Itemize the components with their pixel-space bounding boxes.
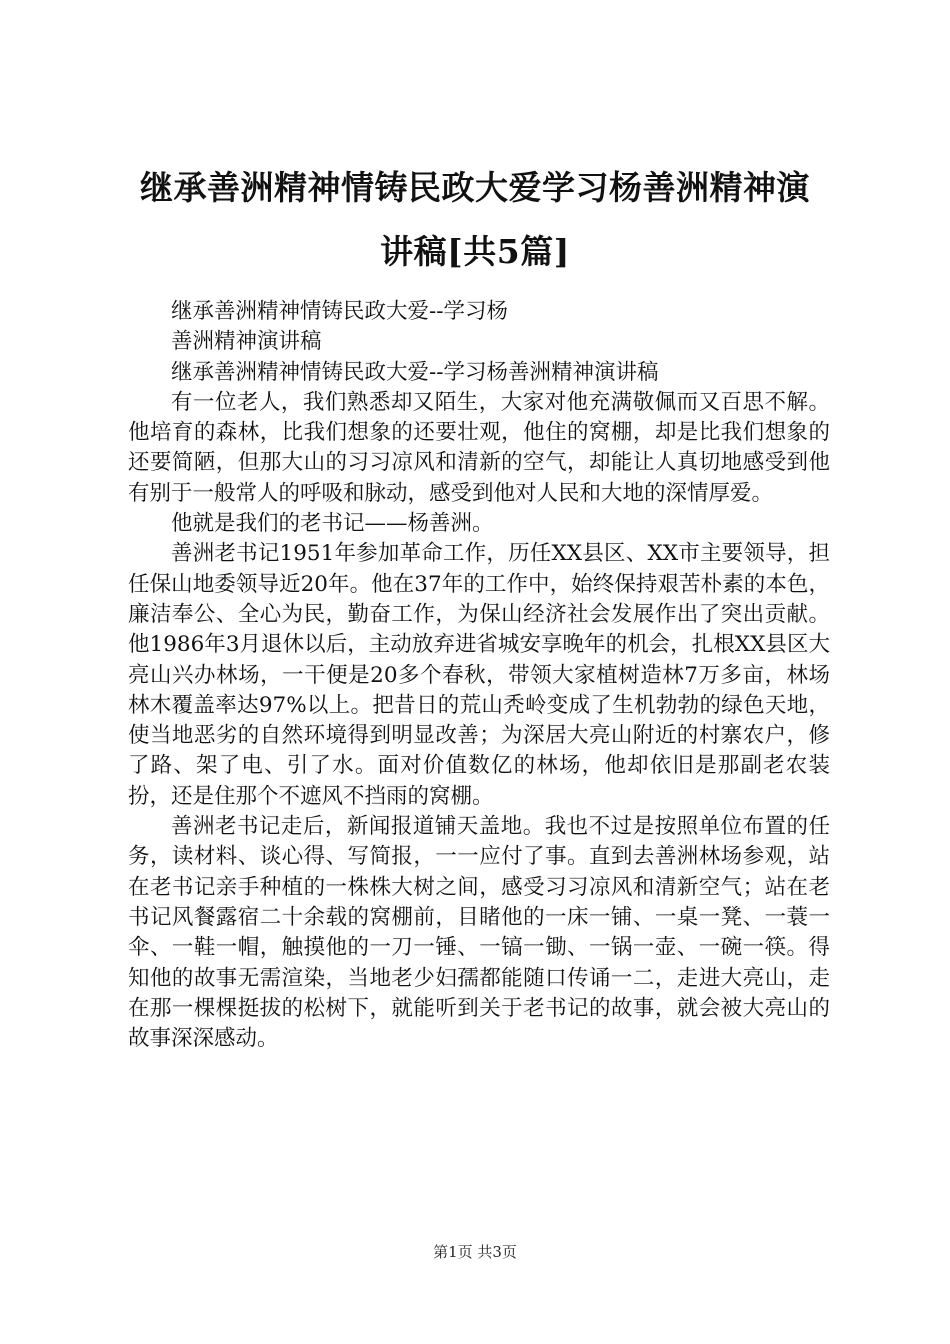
title-line-2: 讲稿[共5篇] (380, 232, 570, 271)
subtitle-line-1: 继承善洲精神情铸民政大爱--学习杨 (171, 299, 509, 324)
page-number-footer: 第1页 共3页 (433, 1243, 517, 1261)
document-body (128, 297, 830, 1054)
title-line-1: 继承善洲精神情铸民政大爱学习杨善洲精神演 (140, 168, 810, 207)
subtitle-line-2: 善洲精神演讲稿 (171, 329, 322, 355)
document-title (100, 156, 850, 284)
body-paragraph: 他就是我们的老书记——杨善洲。 (171, 511, 494, 537)
section-heading: 继承善洲精神情铸民政大爱--学习杨善洲精神演讲稿 (171, 359, 659, 385)
body-paragraph: 善洲老书记1951年参加革命工作，历任XX县区、XX市主要领导，担任保山地委领导近20年。他在37年的工作中，始终保持艰苦朴素的本色，廉洁奉公、全心为民，勤奋工作，为保山经济社会发展作出了突出贡献。他1986年3月退休以后，主动放弃进省城安享晚年的机会，扎根XX县区大亮山兴办林场，一干便是20多个春秋，带领大家植树造林7万多亩，林场林木覆盖率达97%以上。把昔日的荒山秃岭变成了生机勃勃的绿色天地，使当地恶劣的自然环境得到明显改善；为深居大亮山附近的村寨农户，修了路、架了电、引了水。面对价值数亿的林场，他却依旧是那副老农装扮，还是住那个不遮风不挡雨的窝棚。 (128, 541, 830, 809)
body-paragraph: 有一位老人，我们熟悉却又陌生，大家对他充满敬佩而又百思不解。他培育的森林，比我们想象的还要壮观，他住的窝棚，却是比我们想象的还要简陋，但那大山的习习凉风和清新的空气，却能让人真切地感受到他有别于一般常人的呼吸和脉动，感受到他对人民和大地的深情厚爱。 (128, 389, 830, 506)
body-paragraph: 善洲老书记走后，新闻报道铺天盖地。我也不过是按照单位布置的任务，读材料、谈心得、写简报，一一应付了事。直到去善洲林场参观，站在老书记亲手种植的一株株大树之间，感受习习凉风和清新空气；站在老书记风餐露宿二十余载的窝棚前，目睹他的一床一铺、一桌一凳、一蓑一伞、一鞋一帽，触摸他的一刀一锤、一镐一锄、一锅一壶、一碗一筷。得知他的故事无需渲染，当地老少妇孺都能随口传诵一二，走进大亮山，走在那一棵棵挺拔的松树下，就能听到关于老书记的故事，就会被大亮山的故事深深感动。 (128, 814, 830, 1052)
